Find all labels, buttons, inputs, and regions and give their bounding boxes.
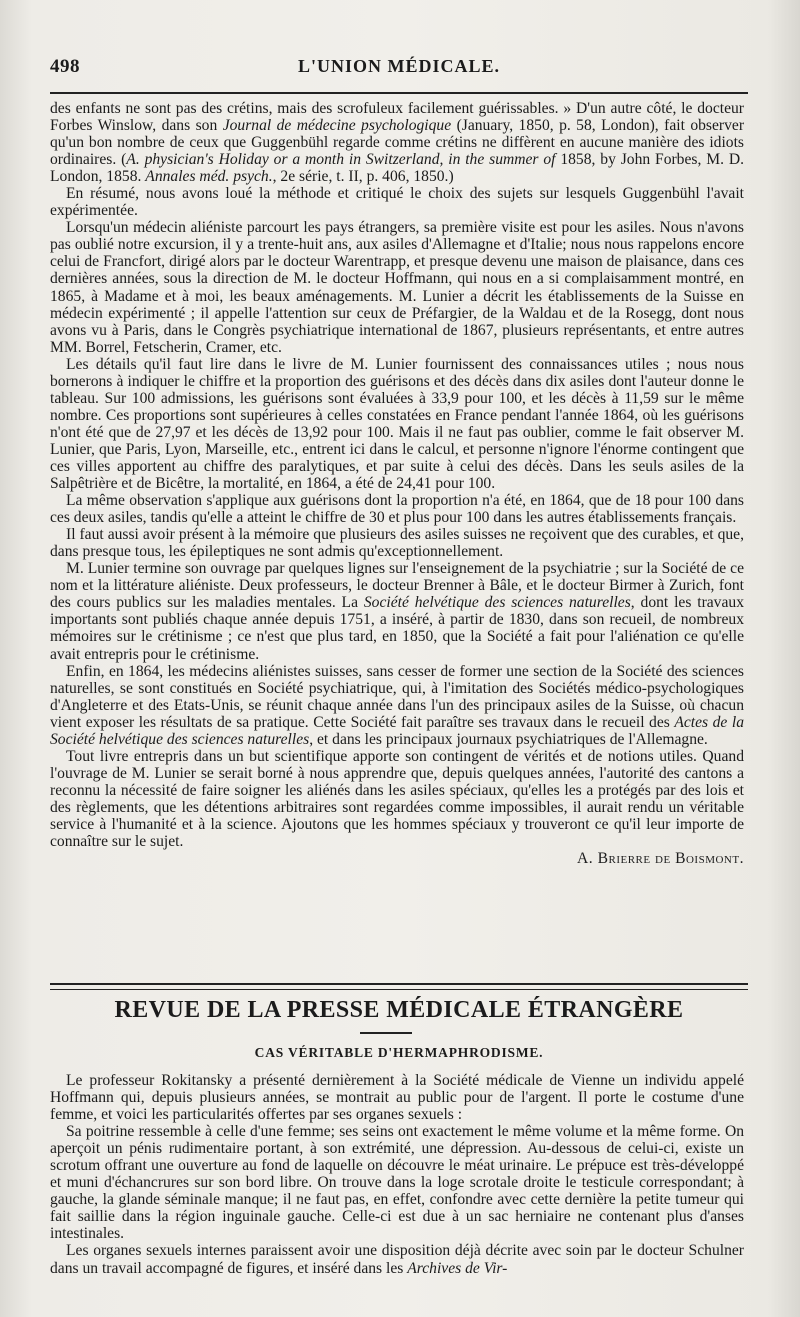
paragraph: des enfants ne sont pas des crétins, mais des scrofuleux facilement guérissables. » D'un autre côté, le docteur Forbes Winslow, dans son Journal de médecine psychologique (January, 1850, p. 58, London), fait observer qu'un bon nombre de ceux que Guggenbühl regarde comme crétins ne diffèrent en aucune manière des idiots ordinaires. (A. physician's Holiday or a month in Switzerland, in the summer of 1858, by John Forbes, M. D. London, 1858. Annales méd. psych., 2e série, t. II, p. 406, 1850.) bbox=[50, 100, 745, 186]
section-title: REVUE DE LA PRESSE MÉDICALE ÉTRANGÈRE bbox=[114, 997, 684, 1023]
section-rule bbox=[50, 983, 748, 990]
paragraph: Enfin, en 1864, les médecins aliénistes suisses, sans cesser de former une section de la Société des sciences naturelles, se sont constitués en Société psychiatrique, qui, à l'imitation des Sociétés médico-psychologiques d'Angleterre et des Etats-Unis, se réunit chaque année dans l'un des principaux asiles de la Suisse, où chacun vient exposer les résultats de sa pratique. Cette Société fait paraître ses travaux dans le recueil des Actes de la Société helvétique des sciences naturelles, et dans les principaux journaux psychiatriques de l'Allemagne. bbox=[50, 662, 744, 748]
publication-title: Archives de Vir- bbox=[407, 1259, 508, 1277]
page-number: 498 bbox=[50, 56, 80, 77]
journal-title: Journal de médecine psychologique bbox=[222, 117, 452, 135]
paragraph: Le professeur Rokitansky a présenté dernièrement à la Société médicale de Vienne un individu appelé Hoffmann qui, depuis plusieurs années, se montrait au public pour de l'argent. Il porte le costume d'une femme, et voici les particularités offertes par ses organes sexuels : bbox=[50, 1072, 744, 1124]
paragraph: En résumé, nous avons loué la méthode et critiqué le choix des sujets sur lesquels Guggenbühl l'avait expérimentée. bbox=[50, 185, 744, 220]
journal-title: Annales méd. psych. bbox=[145, 168, 273, 186]
section-subtitle: CAS VÉRITABLE D'HERMAPHRODISME. bbox=[254, 1045, 544, 1060]
paragraph: La même observation s'applique aux guérisons dont la proportion n'a été, en 1864, que de 18 pour 100 dans ces deux asiles, tandis qu'elle a atteint le chiffre de 30 et plus pour 100 dans les autres établissements français. bbox=[50, 492, 744, 527]
paragraph: Tout livre entrepris dans un but scientifique apporte son contingent de vérités et de notions utiles. Quand l'ouvrage de M. Lunier se serait borné à nous apprendre que, depuis quelques années, l'autorité des cantons a reconnu la nécessité de faire soigner les aliénés dans les asiles spéciaux, qu'elles les a protégés par des lois et des règlements, que les détentions arbitraires sont regardées comme impossibles, il aurait rendu un véritable service à l'humanité et à la science. Ajoutons que les hommes spéciaux y trouveront ce qu'il leur importe de connaître sur le sujet. bbox=[50, 747, 744, 851]
article-body bbox=[50, 100, 744, 867]
paragraph: M. Lunier termine son ouvrage par quelques lignes sur l'enseignement de la psychiatrie ; sur la Société de ce nom et la littérature aliéniste. Deux professeurs, le docteur Brenner à Bâle, et le docteur Birmer à Zurich, font des cours publics sur les maladies mentales. La Société helvétique des sciences naturelles, dont les travaux importants sont publiés chaque année depuis 1751, a inséré, à partir de 1830, dans son recueil, de nombreux mémoires sur le crétinisme ; ce n'est que plus tard, en 1850, que la Société a fait pour l'aliénation ce qu'elle avait entrepris pour le crétinisme. bbox=[50, 560, 744, 663]
paragraph: Les organes sexuels internes paraissent avoir une disposition déjà décrite avec soin par le docteur Schulner dans un travail accompagné de figures, et inséré dans les Archives de Vir- bbox=[50, 1242, 744, 1277]
book-reference: A. physician's Holiday or a month in Switzerland, in the summer of bbox=[126, 151, 556, 169]
header-rule bbox=[50, 92, 748, 94]
paragraph: Il faut aussi avoir présent à la mémoire que plusieurs des asiles suisses ne reçoivent que des curables, et que, dans presque tous, les épileptiques ne sont admis qu'exceptionnellement. bbox=[50, 526, 744, 561]
paragraph: Sa poitrine ressemble à celle d'une femme; ses seins ont exactement le même volume et la même forme. On aperçoit un pénis rudimentaire portant, à son extrémité, une dépression. Au-dessous de celui-ci, existe un scrotum offrant une ouverture au fond de laquelle on découvre le méat urinaire. Le prépuce est très-développé et muni d'échancrures sur son bord libre. On trouve dans la loge scrotale droite le testicule correspondant; à gauche, la glande séminale manque; il ne faut pas, en effet, confondre avec cette dernière la petite tumeur qui fait saillie dans la région inguinale gauche. Celle-ci est due à un sac herniaire ne contenant plus d'anses intestinales. bbox=[50, 1123, 744, 1243]
running-title: L'UNION MÉDICALE. bbox=[297, 56, 501, 76]
paragraph: Lorsqu'un médecin aliéniste parcourt les pays étrangers, sa première visite est pour les asiles. Nous n'avons pas oublié notre excursion, il y a trente-huit ans, aux asiles d'Allemagne et d'Italie; nous nous rappelons encore celui de Francfort, dirigé alors par le docteur Warentrapp, et presque devenu une maison de plaisance, dans ces dernières années, sous la direction de M. le docteur Hoffmann, qui nous en a si complaisamment montré, en 1865, à Madame et à moi, les beaux aménagements. M. Lunier a décrit les établissements de la Suisse en médecin expérimenté ; il appelle l'attention sur ceux de Préfargier, de la Waldau et de la Rosegg, dont nous avons vu à Paris, dans le Congrès psychiatrique international de 1867, plusieurs représentants, et entre autres MM. Borrel, Fetscherin, Cramer, etc. bbox=[50, 219, 744, 356]
page-header bbox=[50, 56, 748, 86]
title-rule bbox=[360, 1032, 412, 1034]
society-name: Société helvétique des sciences naturelles bbox=[363, 594, 631, 612]
review-body bbox=[50, 1072, 744, 1277]
publication-title: Actes de la Société helvétique des sciences naturelles bbox=[50, 713, 744, 748]
author-signature: A. Brierre de Boismont. bbox=[577, 850, 744, 868]
paragraph: Les détails qu'il faut lire dans le livre de M. Lunier fournissent des connaissances utiles ; nous nous bornerons à indiquer le chiffre et la proportion des guérisons et des décès dans dix asiles dont l'auteur donne le tableau. Sur 100 admissions, les guérisons sont évaluées à 33,9 pour 100, et les décès à 11,59 sur le même nombre. Ces proportions sont supérieures à celles constatées en France pendant l'année 1864, où les guérisons n'ont été que de 27,97 et les décès de 13,92 pour 100. Mais il ne faut pas oublier, comme le fait observer M. Lunier, que Paris, Lyon, Marseille, etc., entrent ici dans le calcul, et personne n'ignore l'énorme contingent que ces villes apportent au chiffre des paralytiques, et par suite à celui des décès. Dans les seuls asiles de la Salpêtrière et de Bicêtre, la mortalité, en 1864, a été de 24,41 pour 100. bbox=[50, 355, 744, 493]
